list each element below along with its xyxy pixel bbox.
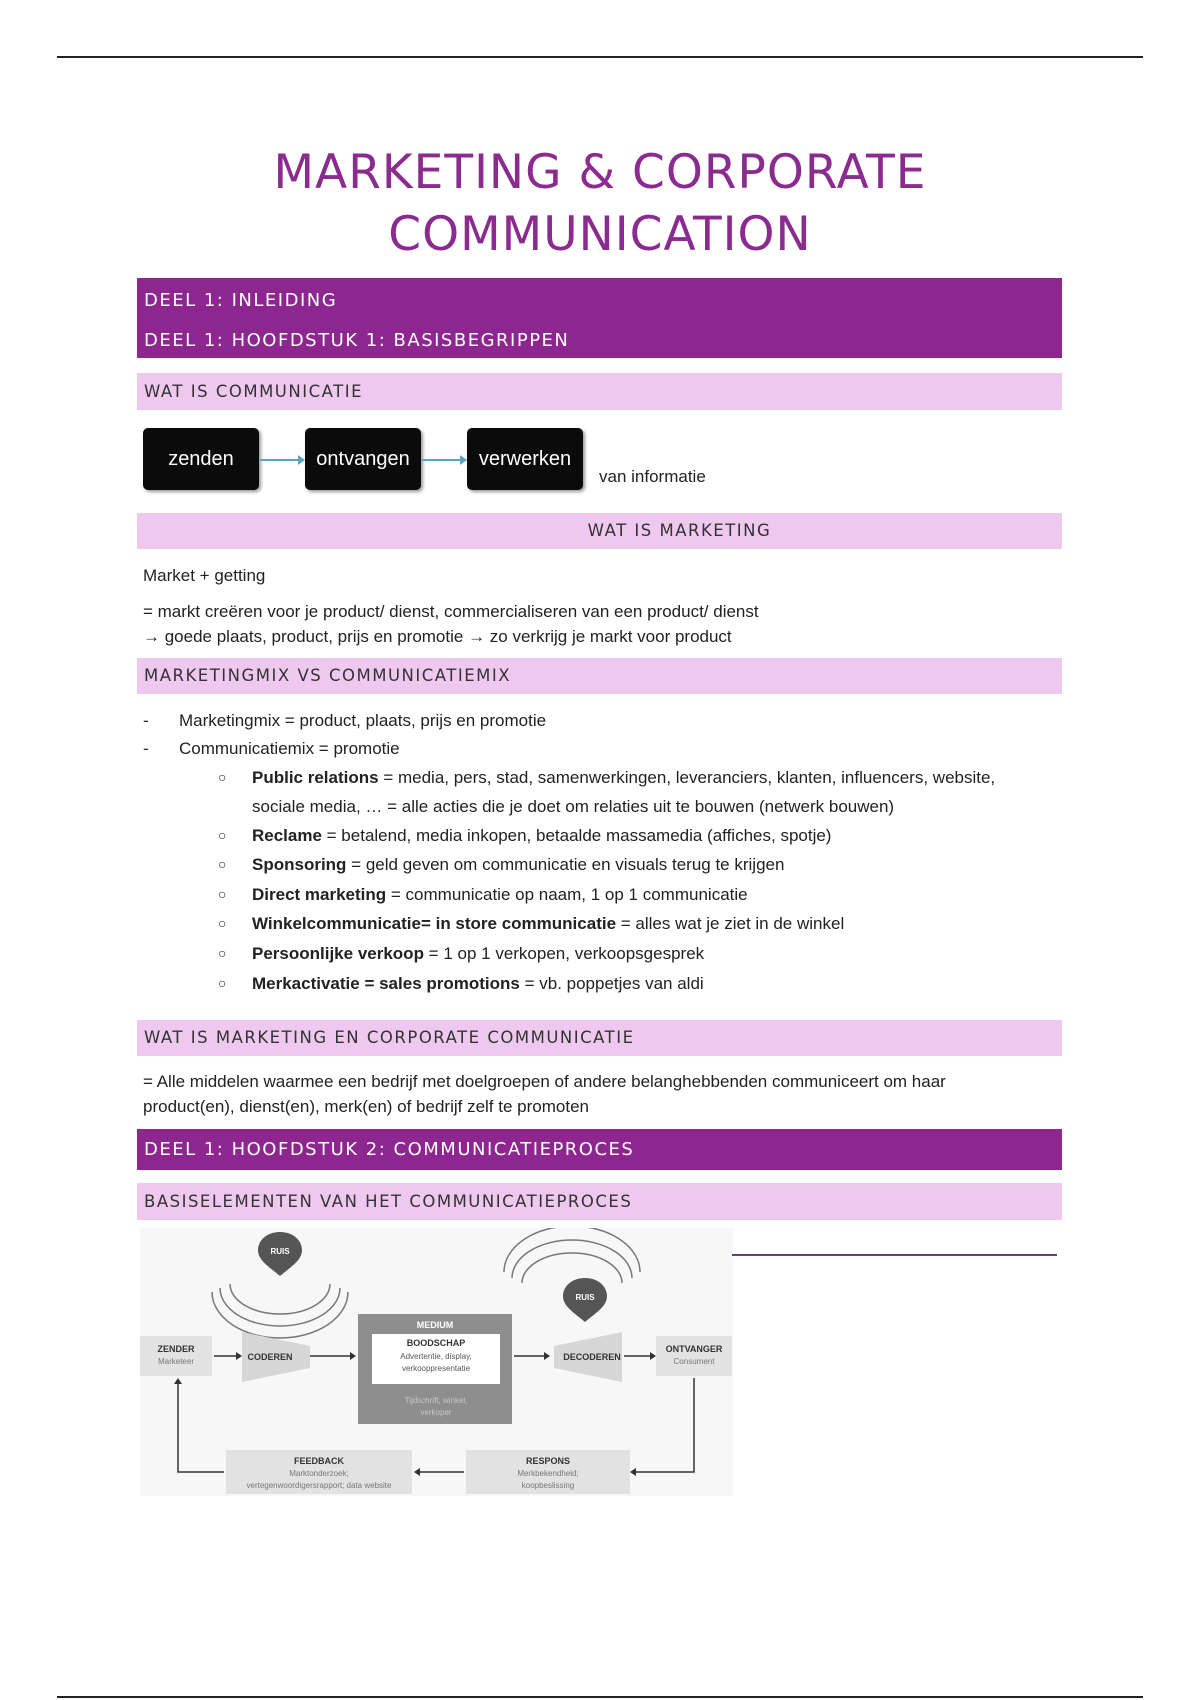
respons-sub-1: Merkbekendheid; <box>517 1469 579 1478</box>
ruis-badge-right <box>563 1278 607 1322</box>
sub-item-reclame <box>218 821 1058 850</box>
list-item-text: Marketingmix = product, plaats, prijs en promotie <box>179 711 547 730</box>
sub-item-persoonlijke-verkoop <box>218 939 1058 968</box>
noise-waves-right-icon <box>504 1228 640 1283</box>
circle-bullet-icon: ○ <box>218 886 227 902</box>
definition: = 1 op 1 verkopen, verkoopsgesprek <box>423 944 705 963</box>
heading-inleiding: DEEL 1: INLEIDING <box>144 290 338 311</box>
ontvanger-sublabel: Consument <box>673 1357 715 1366</box>
mcc-definition-1: = Alle middelen waarmee een bedrijf met doelgroepen of andere belanghebbenden communiceert om haar <box>143 1072 946 1091</box>
respons-label: RESPONS <box>525 1456 571 1466</box>
feedback-sub-1: Marktonderzoek; <box>289 1469 349 1478</box>
marketing-definition-2: = markt creëren voor je product/ dienst, commercialiseren van een product/ dienst <box>143 602 759 621</box>
sub-item-direct-marketing <box>218 880 1058 909</box>
medium-sub-2: verkoper <box>420 1408 452 1417</box>
ruis-label-right: RUIS <box>575 1293 595 1302</box>
list-dash: - <box>143 739 149 758</box>
medium-label: MEDIUM <box>416 1320 454 1330</box>
ontvanger-label: ONTVANGER <box>665 1344 723 1354</box>
feedback-sub-2: vertegenwoordigersrapport; data website <box>246 1481 392 1490</box>
zender-sublabel: Marketeer <box>157 1357 195 1366</box>
ruis-badge-left <box>258 1232 302 1276</box>
definition: = communicatie op naam, 1 op 1 communicatie <box>386 885 748 904</box>
title-line-1: MARKETING & CORPORATE <box>273 145 927 200</box>
bottom-rule <box>57 1696 1143 1698</box>
marketing-definition-1: Market + getting <box>143 566 266 585</box>
process-arrow-1 <box>260 453 305 467</box>
communication-process-diagram <box>140 1228 733 1496</box>
respons-sub-2: koopbeslissing <box>521 1481 575 1490</box>
ruis-label-left: RUIS <box>270 1247 290 1256</box>
boodschap-sub-2: verkooppresentatie <box>401 1364 471 1373</box>
definition: = alles wat je ziet in de winkel <box>616 914 845 933</box>
process-step-verwerken: verwerken <box>467 428 583 490</box>
process-step-zenden: zenden <box>143 428 259 490</box>
mcc-definition-2: product(en), dienst(en), merk(en) of bedrijf zelf te promoten <box>143 1097 589 1116</box>
marketing-definition-3: → goede plaats, product, prijs en promotie → zo verkrijg je markt voor product <box>143 627 732 646</box>
term: Public relations <box>252 768 379 787</box>
circle-bullet-icon: ○ <box>218 945 227 961</box>
definition: = vb. poppetjes van aldi <box>519 974 704 993</box>
heading-basiselementen: BASISELEMENTEN VAN HET COMMUNICATIEPROCES <box>137 1183 1062 1220</box>
heading-wat-is-marketing: WAT IS MARKETING <box>137 513 1062 549</box>
noise-waves-left-icon <box>212 1284 348 1338</box>
circle-bullet-icon: ○ <box>218 769 227 785</box>
top-rule <box>57 56 1143 58</box>
boodschap-sub-1: Advertentie, display, <box>400 1352 472 1361</box>
feedback-label: FEEDBACK <box>293 1456 345 1466</box>
term: Winkelcommunicatie= in store communicatie <box>252 914 617 933</box>
process-arrow-2 <box>422 453 467 467</box>
circle-bullet-icon: ○ <box>218 856 227 872</box>
zender-label: ZENDER <box>157 1344 195 1354</box>
section-heading-deel-1 <box>137 278 1062 358</box>
process-suffix: van informatie <box>599 467 706 486</box>
sub-item-merkactivatie <box>218 969 1058 998</box>
term: Sponsoring <box>252 855 347 874</box>
heading-marketingmix-vs-communicatiemix: MARKETINGMIX VS COMMUNICATIEMIX <box>137 658 1062 694</box>
sub-item-winkelcommunicatie <box>218 909 1058 938</box>
note-line <box>732 1254 1057 1256</box>
boodschap-label: BOODSCHAP <box>406 1338 466 1348</box>
term: Persoonlijke verkoop <box>252 944 424 963</box>
definition: = betalend, media inkopen, betaalde massamedia (affiches, spotje) <box>321 826 832 845</box>
decoderen-label: DECODEREN <box>563 1352 621 1362</box>
term: Merkactivatie = sales promotions <box>252 974 520 993</box>
circle-bullet-icon: ○ <box>218 827 227 843</box>
list-dash: - <box>143 711 149 730</box>
circle-bullet-icon: ○ <box>218 915 227 931</box>
definition: = geld geven om communicatie en visuals terug te krijgen <box>346 855 785 874</box>
definition: = media, pers, stad, samenwerkingen, leveranciers, klanten, influencers, website, <box>378 768 996 787</box>
heading-hoofdstuk-1: DEEL 1: HOOFDSTUK 1: BASISBEGRIPPEN <box>144 330 570 351</box>
heading-hoofdstuk-2: DEEL 1: HOOFDSTUK 2: COMMUNICATIEPROCES <box>137 1129 1062 1170</box>
heading-wat-is-communicatie: WAT IS COMMUNICATIE <box>137 373 1062 410</box>
term: Reclame <box>252 826 322 845</box>
circle-bullet-icon: ○ <box>218 975 227 991</box>
medium-sub-1: Tijdschrift, winkel, <box>404 1396 468 1405</box>
coderen-label: CODEREN <box>247 1352 293 1362</box>
sub-item-public-relations <box>218 763 1058 821</box>
term: Direct marketing <box>252 885 387 904</box>
sub-item-sponsoring <box>218 850 1058 879</box>
title-line-2: COMMUNICATION <box>388 207 812 262</box>
page-title <box>0 142 1200 266</box>
list-item-text: Communicatiemix = promotie <box>179 739 400 758</box>
heading-wat-is-marketing-en-corporate-communicatie: WAT IS MARKETING EN CORPORATE COMMUNICATIE <box>137 1020 1062 1056</box>
process-step-ontvangen: ontvangen <box>305 428 421 490</box>
definition-continued: sociale media, … = alle acties die je doet om relaties uit te bouwen (netwerk bouwen) <box>252 797 895 816</box>
